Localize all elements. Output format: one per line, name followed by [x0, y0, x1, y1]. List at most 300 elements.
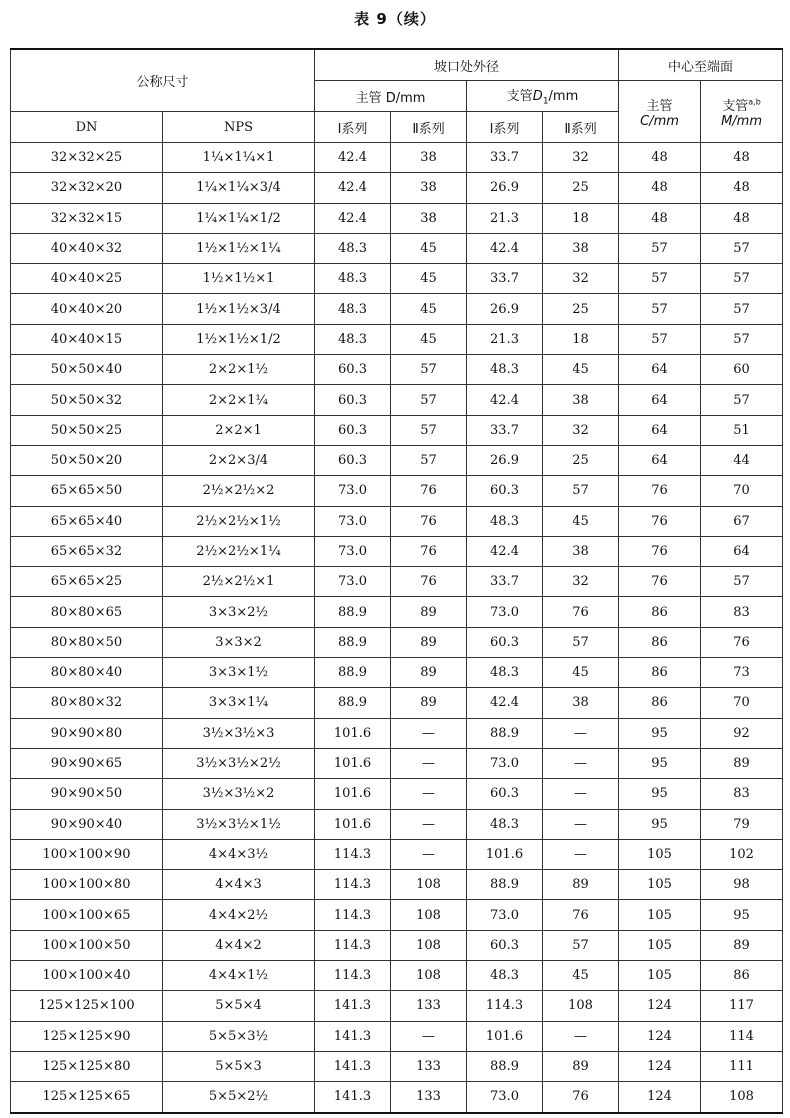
cell-branch-series-1: 33.7 [467, 415, 543, 445]
cell-main-series-2: 108 [391, 870, 467, 900]
cell-center-main-c: 105 [619, 839, 701, 869]
cell-center-main-c: 76 [619, 536, 701, 566]
cell-dn: 90×90×65 [11, 748, 163, 778]
cell-center-main-c: 124 [619, 1082, 701, 1113]
cell-branch-series-2: 76 [543, 1082, 619, 1113]
cell-center-main-c: 48 [619, 143, 701, 173]
cell-branch-series-2: 57 [543, 930, 619, 960]
cell-main-series-2: 57 [391, 355, 467, 385]
cell-nps: 2½×2½×1¼ [163, 536, 315, 566]
cell-main-series-2: 89 [391, 597, 467, 627]
cell-center-branch-m: 57 [701, 294, 783, 324]
cell-main-series-2: 38 [391, 143, 467, 173]
cell-center-main-c: 124 [619, 1021, 701, 1051]
cell-center-branch-m: 48 [701, 173, 783, 203]
cell-center-branch-m: 111 [701, 1051, 783, 1081]
cell-nps: 5×5×3½ [163, 1021, 315, 1051]
cell-center-main-c: 86 [619, 627, 701, 657]
cell-main-series-2: — [391, 839, 467, 869]
cell-main-series-1: 141.3 [315, 1051, 391, 1081]
table-row [11, 203, 783, 233]
cell-nps: 1½×1½×1¼ [163, 233, 315, 263]
cell-center-main-c: 48 [619, 173, 701, 203]
cell-branch-series-2: 89 [543, 1051, 619, 1081]
cell-center-branch-m: 57 [701, 233, 783, 263]
cell-nps: 1½×1½×3/4 [163, 294, 315, 324]
cell-nps: 3½×3½×1½ [163, 809, 315, 839]
cell-center-main-c: 105 [619, 961, 701, 991]
cell-main-series-1: 88.9 [315, 688, 391, 718]
cell-main-series-2: 76 [391, 536, 467, 566]
cell-nps: 1¼×1¼×1 [163, 143, 315, 173]
header-center-to-end: 中心至端面 [619, 49, 783, 81]
cell-branch-series-2: 108 [543, 991, 619, 1021]
cell-branch-series-2: 45 [543, 961, 619, 991]
cell-branch-series-1: 88.9 [467, 1051, 543, 1081]
cell-dn: 65×65×32 [11, 536, 163, 566]
cell-dn: 40×40×20 [11, 294, 163, 324]
cell-dn: 32×32×25 [11, 143, 163, 173]
cell-branch-series-1: 114.3 [467, 991, 543, 1021]
cell-nps: 3×3×1¼ [163, 688, 315, 718]
cell-dn: 80×80×32 [11, 688, 163, 718]
cell-center-branch-m: 57 [701, 385, 783, 415]
cell-center-branch-m: 89 [701, 748, 783, 778]
cell-main-series-1: 101.6 [315, 779, 391, 809]
cell-branch-series-2: 18 [543, 203, 619, 233]
cell-center-branch-m: 117 [701, 991, 783, 1021]
table-caption: 表 9（续） [354, 10, 436, 28]
cell-branch-series-2: 45 [543, 506, 619, 536]
cell-nps: 2×2×1½ [163, 355, 315, 385]
cell-main-series-1: 60.3 [315, 445, 391, 475]
cell-branch-series-1: 26.9 [467, 294, 543, 324]
cell-center-branch-m: 48 [701, 143, 783, 173]
cell-center-main-c: 124 [619, 991, 701, 1021]
table-row [11, 900, 783, 930]
cell-center-branch-m: 76 [701, 627, 783, 657]
cell-main-series-1: 73.0 [315, 536, 391, 566]
cell-nps: 3×3×2 [163, 627, 315, 657]
cell-nps: 1¼×1¼×3/4 [163, 173, 315, 203]
cell-center-branch-m: 51 [701, 415, 783, 445]
table-body [11, 143, 783, 1113]
cell-branch-series-1: 48.3 [467, 355, 543, 385]
cell-center-main-c: 86 [619, 688, 701, 718]
cell-branch-series-2: 38 [543, 688, 619, 718]
cell-main-series-1: 114.3 [315, 839, 391, 869]
cell-branch-series-1: 48.3 [467, 809, 543, 839]
cell-main-series-1: 141.3 [315, 991, 391, 1021]
cell-main-series-2: 133 [391, 1051, 467, 1081]
cell-center-main-c: 57 [619, 324, 701, 354]
cell-main-series-2: 89 [391, 688, 467, 718]
cell-main-series-1: 42.4 [315, 203, 391, 233]
cell-main-series-2: 76 [391, 506, 467, 536]
cell-center-main-c: 57 [619, 264, 701, 294]
cell-center-main-c: 64 [619, 415, 701, 445]
cell-main-series-1: 114.3 [315, 870, 391, 900]
cell-dn: 125×125×90 [11, 1021, 163, 1051]
cell-dn: 100×100×50 [11, 930, 163, 960]
cell-main-series-1: 48.3 [315, 233, 391, 263]
table-row [11, 1021, 783, 1051]
cell-main-series-1: 101.6 [315, 748, 391, 778]
cell-nps: 3½×3½×2 [163, 779, 315, 809]
cell-branch-series-1: 21.3 [467, 203, 543, 233]
cell-dn: 125×125×80 [11, 1051, 163, 1081]
cell-main-series-1: 88.9 [315, 597, 391, 627]
cell-branch-series-2: 38 [543, 233, 619, 263]
header-branch-m-label: 支管 [722, 98, 749, 114]
cell-branch-series-2: 25 [543, 173, 619, 203]
table-row [11, 809, 783, 839]
table-row [11, 839, 783, 869]
cell-center-main-c: 86 [619, 658, 701, 688]
cell-branch-series-2: 38 [543, 385, 619, 415]
cell-center-branch-m: 92 [701, 718, 783, 748]
cell-nps: 5×5×4 [163, 991, 315, 1021]
cell-center-main-c: 86 [619, 597, 701, 627]
cell-dn: 50×50×20 [11, 445, 163, 475]
table-row [11, 324, 783, 354]
cell-main-series-2: 57 [391, 415, 467, 445]
cell-center-main-c: 105 [619, 900, 701, 930]
cell-branch-series-2: 18 [543, 324, 619, 354]
cell-branch-series-2: — [543, 748, 619, 778]
table-row [11, 294, 783, 324]
cell-branch-series-2: — [543, 839, 619, 869]
cell-branch-series-2: 32 [543, 264, 619, 294]
cell-center-main-c: 64 [619, 355, 701, 385]
cell-main-series-1: 141.3 [315, 1082, 391, 1113]
cell-center-main-c: 64 [619, 445, 701, 475]
cell-branch-series-2: — [543, 809, 619, 839]
table-row [11, 627, 783, 657]
cell-main-series-2: — [391, 718, 467, 748]
cell-main-series-1: 101.6 [315, 809, 391, 839]
header-dn: DN [11, 112, 163, 143]
cell-branch-series-1: 48.3 [467, 506, 543, 536]
cell-branch-series-1: 21.3 [467, 324, 543, 354]
cell-main-series-1: 101.6 [315, 718, 391, 748]
cell-branch-series-1: 42.4 [467, 233, 543, 263]
cell-dn: 50×50×25 [11, 415, 163, 445]
cell-center-branch-m: 67 [701, 506, 783, 536]
cell-main-series-1: 73.0 [315, 476, 391, 506]
cell-branch-series-1: 73.0 [467, 900, 543, 930]
cell-main-series-2: 108 [391, 930, 467, 960]
cell-branch-series-2: 76 [543, 597, 619, 627]
cell-main-series-2: 45 [391, 233, 467, 263]
table-row [11, 415, 783, 445]
cell-nps: 4×4×1½ [163, 961, 315, 991]
cell-nps: 2½×2½×1 [163, 567, 315, 597]
cell-center-main-c: 76 [619, 567, 701, 597]
cell-dn: 90×90×50 [11, 779, 163, 809]
cell-branch-series-1: 73.0 [467, 1082, 543, 1113]
cell-center-main-c: 76 [619, 506, 701, 536]
cell-dn: 100×100×80 [11, 870, 163, 900]
cell-branch-series-1: 101.6 [467, 839, 543, 869]
header-main-c [619, 81, 701, 143]
table-row [11, 870, 783, 900]
table-row [11, 567, 783, 597]
cell-main-series-2: — [391, 809, 467, 839]
cell-dn: 90×90×40 [11, 809, 163, 839]
cell-branch-series-2: 45 [543, 658, 619, 688]
cell-nps: 2½×2½×2 [163, 476, 315, 506]
cell-center-main-c: 76 [619, 476, 701, 506]
cell-main-series-2: — [391, 779, 467, 809]
table-row [11, 597, 783, 627]
cell-center-branch-m: 64 [701, 536, 783, 566]
cell-main-series-1: 73.0 [315, 506, 391, 536]
cell-branch-series-2: — [543, 718, 619, 748]
cell-center-branch-m: 48 [701, 203, 783, 233]
cell-center-branch-m: 57 [701, 264, 783, 294]
cell-branch-series-2: 32 [543, 567, 619, 597]
cell-main-series-1: 141.3 [315, 1021, 391, 1051]
cell-branch-series-1: 42.4 [467, 688, 543, 718]
cell-center-main-c: 48 [619, 203, 701, 233]
cell-branch-series-2: 32 [543, 415, 619, 445]
cell-nps: 3½×3½×3 [163, 718, 315, 748]
header-nominal-size: 公称尺寸 [11, 49, 315, 112]
cell-nps: 1¼×1¼×1/2 [163, 203, 315, 233]
cell-nps: 2×2×1¼ [163, 385, 315, 415]
table-header [11, 49, 783, 143]
cell-center-main-c: 105 [619, 930, 701, 960]
cell-branch-series-2: 57 [543, 476, 619, 506]
header-branch-series-2: Ⅱ系列 [543, 112, 619, 143]
cell-dn: 100×100×40 [11, 961, 163, 991]
table-row [11, 961, 783, 991]
cell-branch-series-2: — [543, 779, 619, 809]
cell-main-series-2: 45 [391, 324, 467, 354]
cell-branch-series-2: 25 [543, 294, 619, 324]
header-branch-pipe-d1: 支管$D_1/mm$ [467, 81, 619, 112]
cell-main-series-2: 76 [391, 567, 467, 597]
cell-center-main-c: 124 [619, 1051, 701, 1081]
cell-nps: 2×2×3/4 [163, 445, 315, 475]
header-branch-series-1: Ⅰ系列 [467, 112, 543, 143]
cell-branch-series-1: 42.4 [467, 536, 543, 566]
cell-main-series-2: 76 [391, 476, 467, 506]
header-main-pipe-d: 主管 D/mm [315, 81, 467, 112]
cell-branch-series-1: 26.9 [467, 445, 543, 475]
cell-center-branch-m: 86 [701, 961, 783, 991]
table-row [11, 173, 783, 203]
cell-center-branch-m: 57 [701, 567, 783, 597]
cell-center-branch-m: 57 [701, 324, 783, 354]
cell-branch-series-1: 60.3 [467, 627, 543, 657]
cell-center-branch-m: 89 [701, 930, 783, 960]
header-branch-m [701, 81, 783, 143]
cell-dn: 80×80×40 [11, 658, 163, 688]
cell-branch-series-1: 60.3 [467, 779, 543, 809]
cell-center-main-c: 95 [619, 748, 701, 778]
cell-main-series-2: 108 [391, 900, 467, 930]
table-row [11, 385, 783, 415]
cell-nps: 4×4×3 [163, 870, 315, 900]
table-row [11, 445, 783, 475]
cell-branch-series-1: 33.7 [467, 143, 543, 173]
table-row [11, 718, 783, 748]
cell-main-series-2: 89 [391, 627, 467, 657]
cell-dn: 50×50×40 [11, 355, 163, 385]
cell-main-series-2: 57 [391, 385, 467, 415]
cell-branch-series-2: 38 [543, 536, 619, 566]
cell-nps: 1½×1½×1/2 [163, 324, 315, 354]
table-row [11, 1051, 783, 1081]
dimension-table [10, 48, 783, 1114]
table-row [11, 536, 783, 566]
cell-center-main-c: 95 [619, 779, 701, 809]
cell-main-series-1: 48.3 [315, 324, 391, 354]
cell-center-main-c: 95 [619, 718, 701, 748]
header-main-c-label: 主管 [646, 98, 673, 114]
cell-center-branch-m: 60 [701, 355, 783, 385]
cell-main-series-1: 48.3 [315, 264, 391, 294]
cell-center-branch-m: 70 [701, 688, 783, 718]
cell-center-branch-m: 98 [701, 870, 783, 900]
cell-branch-series-1: 60.3 [467, 930, 543, 960]
cell-nps: 4×4×2½ [163, 900, 315, 930]
cell-branch-series-2: 32 [543, 143, 619, 173]
cell-dn: 65×65×40 [11, 506, 163, 536]
cell-nps: 5×5×2½ [163, 1082, 315, 1113]
cell-main-series-2: 38 [391, 203, 467, 233]
cell-center-branch-m: 73 [701, 658, 783, 688]
cell-nps: 2×2×1 [163, 415, 315, 445]
cell-center-branch-m: 102 [701, 839, 783, 869]
table-row [11, 930, 783, 960]
cell-main-series-1: 42.4 [315, 143, 391, 173]
cell-main-series-1: 60.3 [315, 415, 391, 445]
cell-main-series-2: 133 [391, 991, 467, 1021]
cell-center-main-c: 105 [619, 870, 701, 900]
cell-branch-series-1: 88.9 [467, 870, 543, 900]
cell-branch-series-2: 45 [543, 355, 619, 385]
cell-main-series-1: 73.0 [315, 567, 391, 597]
cell-center-branch-m: 95 [701, 900, 783, 930]
cell-main-series-1: 60.3 [315, 385, 391, 415]
cell-dn: 125×125×100 [11, 991, 163, 1021]
cell-dn: 40×40×32 [11, 233, 163, 263]
cell-main-series-1: 88.9 [315, 658, 391, 688]
cell-main-series-1: 114.3 [315, 900, 391, 930]
cell-branch-series-1: 88.9 [467, 718, 543, 748]
table-row [11, 506, 783, 536]
table-row [11, 476, 783, 506]
header-main-c-unit: C/mm [640, 113, 679, 129]
cell-dn: 80×80×65 [11, 597, 163, 627]
cell-branch-series-1: 42.4 [467, 385, 543, 415]
cell-branch-series-1: 26.9 [467, 173, 543, 203]
cell-center-branch-m: 114 [701, 1021, 783, 1051]
cell-main-series-1: 48.3 [315, 294, 391, 324]
cell-main-series-1: 88.9 [315, 627, 391, 657]
table-row [11, 748, 783, 778]
cell-nps: 3×3×2½ [163, 597, 315, 627]
table-row [11, 658, 783, 688]
cell-main-series-2: 45 [391, 294, 467, 324]
cell-dn: 100×100×90 [11, 839, 163, 869]
cell-center-main-c: 57 [619, 294, 701, 324]
table-row [11, 1082, 783, 1113]
cell-dn: 80×80×50 [11, 627, 163, 657]
cell-nps: 4×4×3½ [163, 839, 315, 869]
header-branch-m-unit: M/mm [721, 113, 762, 129]
cell-nps: 4×4×2 [163, 930, 315, 960]
cell-center-main-c: 64 [619, 385, 701, 415]
cell-main-series-2: 57 [391, 445, 467, 475]
cell-branch-series-2: 89 [543, 870, 619, 900]
cell-branch-series-1: 73.0 [467, 597, 543, 627]
cell-branch-series-1: 48.3 [467, 658, 543, 688]
cell-dn: 40×40×25 [11, 264, 163, 294]
cell-center-branch-m: 44 [701, 445, 783, 475]
cell-dn: 90×90×80 [11, 718, 163, 748]
table-row [11, 991, 783, 1021]
table-row [11, 233, 783, 263]
cell-main-series-1: 42.4 [315, 173, 391, 203]
table-row [11, 143, 783, 173]
cell-dn: 125×125×65 [11, 1082, 163, 1113]
cell-branch-series-1: 101.6 [467, 1021, 543, 1051]
cell-branch-series-2: — [543, 1021, 619, 1051]
table-row [11, 779, 783, 809]
cell-nps: 1½×1½×1 [163, 264, 315, 294]
cell-branch-series-1: 33.7 [467, 567, 543, 597]
cell-nps: 3½×3½×2½ [163, 748, 315, 778]
cell-main-series-2: 133 [391, 1082, 467, 1113]
table-row [11, 688, 783, 718]
cell-main-series-2: — [391, 748, 467, 778]
cell-dn: 100×100×65 [11, 900, 163, 930]
cell-branch-series-1: 48.3 [467, 961, 543, 991]
table-row [11, 355, 783, 385]
cell-main-series-2: 45 [391, 264, 467, 294]
header-bevel-od: 坡口处外径 [315, 49, 619, 81]
cell-center-branch-m: 70 [701, 476, 783, 506]
cell-nps: 3×3×1½ [163, 658, 315, 688]
header-main-series-2: Ⅱ系列 [391, 112, 467, 143]
cell-dn: 50×50×32 [11, 385, 163, 415]
cell-center-branch-m: 83 [701, 779, 783, 809]
cell-branch-series-2: 76 [543, 900, 619, 930]
cell-main-series-2: 108 [391, 961, 467, 991]
cell-dn: 65×65×25 [11, 567, 163, 597]
cell-center-branch-m: 108 [701, 1082, 783, 1113]
cell-center-main-c: 95 [619, 809, 701, 839]
cell-main-series-2: 38 [391, 173, 467, 203]
cell-branch-series-1: 60.3 [467, 476, 543, 506]
cell-nps: 5×5×3 [163, 1051, 315, 1081]
cell-dn: 65×65×50 [11, 476, 163, 506]
cell-main-series-1: 60.3 [315, 355, 391, 385]
table-row [11, 264, 783, 294]
cell-main-series-2: — [391, 1021, 467, 1051]
cell-main-series-1: 114.3 [315, 961, 391, 991]
cell-center-main-c: 57 [619, 233, 701, 263]
header-nps: NPS [163, 112, 315, 143]
cell-dn: 32×32×20 [11, 173, 163, 203]
header-main-series-1: Ⅰ系列 [315, 112, 391, 143]
cell-main-series-1: 114.3 [315, 930, 391, 960]
cell-dn: 40×40×15 [11, 324, 163, 354]
